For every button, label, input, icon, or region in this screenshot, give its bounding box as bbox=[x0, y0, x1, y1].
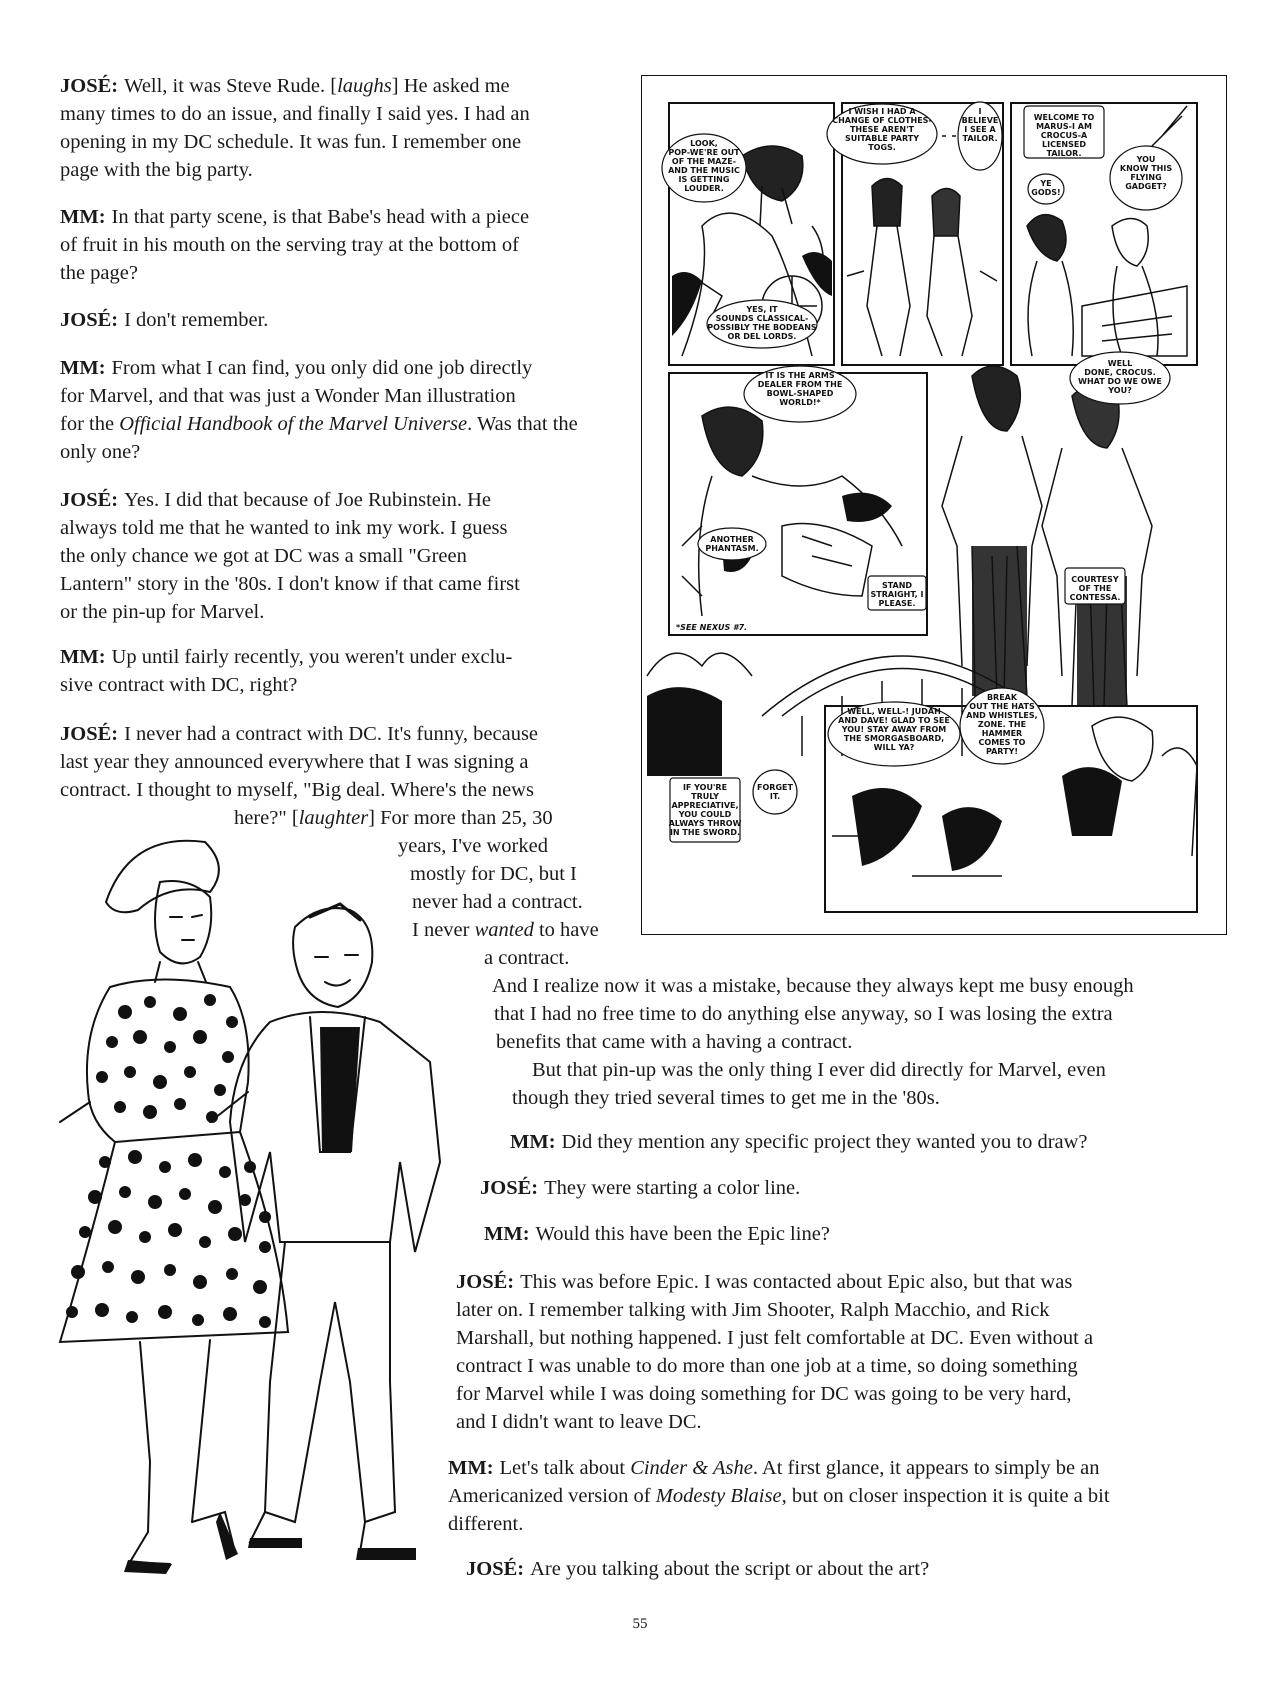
footnote-caption: *SEE NEXUS #7. bbox=[676, 623, 748, 632]
paragraph-jose-script-or-art: JOSÉ: Are you talking about the script or about the art? bbox=[466, 1558, 930, 1580]
speaker-label: JOSÉ: bbox=[60, 723, 119, 745]
speaker-label: JOSÉ: bbox=[60, 489, 119, 511]
speech-balloon-b1: LOOK, POP-WE'RE OUT OF THE MAZE-AND THE MUSIC IS GETTING LOUDER. bbox=[668, 139, 740, 193]
text-line: a contract. bbox=[484, 947, 570, 969]
text-line: mostly for DC, but I bbox=[410, 863, 577, 885]
speaker-label: JOSÉ: bbox=[480, 1177, 539, 1199]
speech-balloon-b15: BREAK OUT THE HATS AND WHISTLES, ZONE. THE HAMMER COMES TO PARTY! bbox=[966, 693, 1038, 756]
speech-balloon-b4: I BELIEVE I SEE A TAILOR. bbox=[961, 107, 999, 143]
paragraph-jose-no-contract: JOSÉ: I never had a contract with DC. It's funny, because last year they announced everywhere that I was signing a contract. I thought to myself, "Big deal. Where's the news bbox=[60, 723, 539, 801]
speech-balloon-b17: FORGET IT. bbox=[757, 783, 793, 801]
speaker-label: JOSÉ: bbox=[456, 1271, 515, 1293]
text-line: benefits that came with a having a contract. bbox=[496, 1031, 853, 1053]
paragraph-mm-party-scene: MM: In that party scene, is that Babe's head with a piece of fruit in his mouth on the serving tray at the bottom of the page? bbox=[60, 206, 530, 284]
speech-balloon-b13: COURTESY OF THE CONTESSA. bbox=[1069, 575, 1121, 602]
speaker-label: MM: bbox=[510, 1131, 556, 1153]
character-sketch-illustration bbox=[20, 822, 480, 1602]
speech-balloon-b3: I WISH I HAD A CHANGE OF CLOTHES-THESE AREN'T SUITABLE PARTY TOGS. bbox=[832, 107, 932, 152]
page-number: 55 bbox=[632, 1616, 648, 1632]
speaker-label: JOSÉ: bbox=[466, 1558, 525, 1580]
speech-balloon-b6: YE GODS! bbox=[1031, 179, 1061, 197]
speech-balloon-b10: STAND STRAIGHT, I PLEASE. bbox=[870, 581, 924, 608]
paragraph-jose-color-line: JOSÉ: They were starting a color line. bbox=[480, 1177, 801, 1199]
text-line: that I had no free time to do anything else anyway, so I was losing the extra bbox=[494, 1003, 1113, 1025]
speech-balloon-b5: WELCOME TO MARUS-I AM CROCUS-A LICENSED TAILOR. bbox=[1033, 113, 1095, 158]
speaker-label: MM: bbox=[60, 357, 106, 379]
speech-balloon-b2: YES, IT SOUNDS CLASSICAL-POSSIBLY THE BODEANS OR DEL LORDS. bbox=[707, 305, 817, 341]
paragraph-jose-steve-rude: JOSÉ: Well, it was Steve Rude. [laughs] He asked me many times to do an issue, and finally I said yes. I had an opening in my DC schedule. It was fun. I remember one page with the big party. bbox=[60, 75, 530, 181]
speech-balloon-b12: WELL DONE, CROCUS. WHAT DO WE OWE YOU? bbox=[1078, 359, 1162, 395]
speech-balloon-b14: WELL, WELL-! JUDAH AND DAVE! GLAD TO SEE YOU! STAY AWAY FROM THE SMORGASBOARD, WILL YA? bbox=[838, 707, 950, 752]
text-line: never had a contract. bbox=[412, 891, 583, 913]
text-line: here?" [laughter] For more than 25, 30 bbox=[234, 807, 553, 829]
text-line: And I realize now it was a mistake, because they always kept me busy enough bbox=[492, 975, 1134, 997]
paragraph-mm-exclusive-contract: MM: Up until fairly recently, you weren't under exclu- sive contract with DC, right? bbox=[60, 646, 513, 696]
paragraph-mm-marvel-job: MM: From what I can find, you only did one job directly for Marvel, and that was just a Wonder Man illustration for the Official Handbook of the Marvel Universe. Was that the only one? bbox=[60, 357, 578, 463]
paragraph-mm-specific-project: MM: Did they mention any specific project they wanted you to draw? bbox=[510, 1131, 1088, 1153]
speech-balloon-b8: IT IS THE ARMS DEALER FROM THE BOWL-SHAPED WORLD!* bbox=[757, 371, 843, 407]
speech-balloon-b7: YOU KNOW THIS FLYING GADGET? bbox=[1119, 155, 1173, 191]
paragraph-jose-before-epic: JOSÉ: This was before Epic. I was contacted about Epic also, but that was later on. I remember talking with Jim Shooter, Ralph Macchio, and Rick Marshall, but nothing happened. I just felt comfortable at DC. Even without a contract I was unable to do more than one job at a time, so doing something for Marvel while I was doing something for DC was going to be very hard, and I didn't want to leave DC. bbox=[456, 1271, 1094, 1433]
speaker-label: MM: bbox=[448, 1457, 494, 1479]
text-line: though they tried several times to get me in the '80s. bbox=[512, 1087, 940, 1109]
speaker-label: JOSÉ: bbox=[60, 75, 119, 97]
text-line: years, I've worked bbox=[398, 835, 548, 857]
speech-balloon-b16: IF YOU'RE TRULY APPRECIATIVE, YOU COULD ALWAYS THROW IN THE SWORD. bbox=[668, 783, 742, 837]
comic-page-illustration bbox=[641, 75, 1227, 935]
paragraph-jose-rubinstein: JOSÉ: Yes. I did that because of Joe Rubinstein. He always told me that he wanted to ink my work. I guess the only chance we got at DC was a small "Green Lantern" story in the '80s. I don't know if that came first or the pin-up for Marvel. bbox=[60, 489, 520, 623]
text-line: But that pin-up was the only thing I ever did directly for Marvel, even bbox=[532, 1059, 1106, 1081]
speaker-label: JOSÉ: bbox=[60, 309, 119, 331]
speech-balloon-b9: ANOTHER PHANTASM. bbox=[705, 535, 759, 553]
speaker-label: MM: bbox=[60, 646, 106, 668]
paragraph-mm-cinder-ashe: MM: Let's talk about Cinder & Ashe. At first glance, it appears to simply be an Americanized version of Modesty Blaise, but on closer inspection it is quite a bit different. bbox=[448, 1457, 1110, 1535]
speaker-label: MM: bbox=[484, 1223, 530, 1245]
paragraph-jose-dont-remember: JOSÉ: I don't remember. bbox=[60, 309, 269, 331]
paragraph-mm-epic-line: MM: Would this have been the Epic line? bbox=[484, 1223, 830, 1245]
text-line: I never wanted to have bbox=[412, 919, 599, 941]
speaker-label: MM: bbox=[60, 206, 106, 228]
